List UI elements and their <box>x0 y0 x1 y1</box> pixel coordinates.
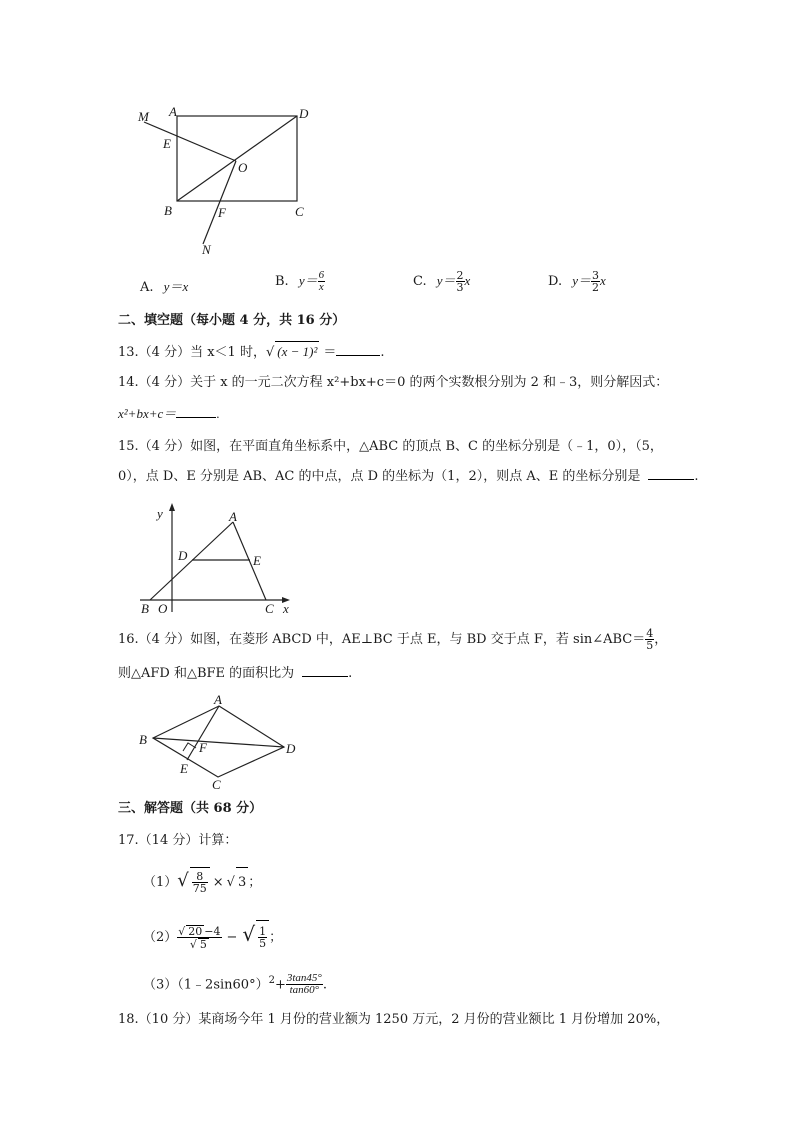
label-a: A <box>169 104 177 119</box>
label-c: C <box>265 601 274 616</box>
radical-sign-icon: √ <box>265 345 275 360</box>
segment-on <box>203 161 236 244</box>
q17-p1-den: 75 <box>192 882 207 895</box>
figure-coordinate-triangle <box>135 500 305 620</box>
label-b: B <box>139 732 147 747</box>
question-14-line-2 <box>118 404 220 424</box>
section-3-title: 三、解答题（共 68 分） <box>118 801 263 816</box>
q16-answer-blank[interactable] <box>302 676 348 677</box>
figure-rhombus <box>135 690 305 795</box>
label-n: N <box>202 242 211 257</box>
question-18: 18.（10 分）某商场今年 1 月份的营业额为 1250 万元，2 月份的营业额比 1 月份增加 20%， <box>118 1012 670 1027</box>
q16-end: . <box>348 666 353 681</box>
q13-equals: ＝ <box>323 345 337 360</box>
option-c <box>413 270 470 293</box>
option-c-post: x <box>464 273 471 288</box>
option-a-key: A. <box>140 280 154 295</box>
q13-end: . <box>380 345 385 360</box>
q17-part-2 <box>143 917 282 955</box>
q14-end: . <box>216 406 220 421</box>
q17-p1-rad: 3 <box>236 867 248 898</box>
q17-p2-radicand <box>256 920 269 955</box>
option-c-fraction <box>456 270 465 293</box>
q16-text: 16.（4 分）如图，在菱形 ABCD 中，AE⊥BC 于点 E，与 BD 交于点 F，若 sin∠ABC＝ <box>118 632 646 647</box>
q17-p3-plus: + <box>274 977 286 993</box>
radical-sign-icon: √ <box>242 922 256 946</box>
option-d-fraction <box>591 270 600 293</box>
segment-bd <box>177 116 297 201</box>
q13-radicand: (x − 1)² <box>275 341 319 362</box>
question-15-line-2 <box>118 467 699 487</box>
option-b-pre: y＝ <box>298 273 318 288</box>
q17-p3-sup: 2 <box>268 975 275 986</box>
label-a: A <box>229 509 237 524</box>
q17-p3-paren: （1﹣2sin60°） <box>177 977 269 993</box>
q14-expression: x²+bx+c＝ <box>118 406 177 421</box>
radical-sign-icon: √ <box>177 870 189 891</box>
label-o: O <box>238 160 248 175</box>
segment-mo <box>144 122 236 161</box>
segment-ba <box>150 522 233 600</box>
option-d-post: x <box>600 273 606 288</box>
label-m: M <box>138 109 149 124</box>
label-d: D <box>178 548 188 563</box>
option-d-den: 2 <box>592 281 600 294</box>
label-c: C <box>212 777 221 792</box>
segment-ac <box>233 522 266 600</box>
label-e: E <box>163 136 171 151</box>
q16-comma: ， <box>654 632 668 647</box>
label-a: A <box>214 692 222 707</box>
label-y: y <box>157 506 163 521</box>
q17-p2-den-rad: 5 <box>199 938 207 951</box>
q17-p3-fraction <box>286 973 323 996</box>
q13-answer-blank[interactable] <box>336 355 380 356</box>
q15-end: . <box>694 469 699 484</box>
radical-sign-icon: √ <box>178 925 186 938</box>
q17-p3-den: tan60° <box>289 984 320 997</box>
option-c-num: 2 <box>456 269 464 282</box>
option-d-num: 3 <box>592 269 600 282</box>
q17-p2-num2: 1 <box>259 925 267 938</box>
figure-rectangle-mn <box>130 100 330 260</box>
rhombus-abcd <box>153 706 284 777</box>
option-b <box>275 270 325 293</box>
option-c-pre: y＝ <box>436 273 456 288</box>
q17-p3-end: . <box>322 977 327 993</box>
label-f: F <box>218 205 226 220</box>
q16-den: 5 <box>646 639 654 652</box>
option-d-pre: y＝ <box>572 273 592 288</box>
option-a <box>140 276 188 295</box>
label-f: F <box>199 740 207 755</box>
q17-part-3 <box>143 966 327 1000</box>
q14-answer-blank[interactable] <box>176 417 216 418</box>
segment-bd <box>153 738 284 747</box>
q15-text: 0），点 D、E 分别是 AB、AC 的中点，点 D 的坐标为（1，2），则点 A、E 的坐标分别是 <box>118 469 641 484</box>
question-13 <box>118 341 385 363</box>
q17-p2-num-tail: −4 <box>204 925 221 938</box>
option-d-key: D. <box>548 274 563 289</box>
q16-fraction <box>645 628 654 651</box>
q16-line-2-text: 则△AFD 和△BFE 的面积比为 <box>118 666 295 681</box>
label-e: E <box>253 553 261 568</box>
label-b: B <box>141 601 149 616</box>
q17-p1-radicand <box>190 867 210 898</box>
q15-answer-blank[interactable] <box>648 479 694 480</box>
q17-p2-label: （2） <box>143 930 178 945</box>
q17-p2-end: ； <box>269 930 283 945</box>
label-e: E <box>180 761 188 776</box>
label-o: O <box>158 601 168 616</box>
q17-p2-minus: − <box>226 930 238 945</box>
right-angle-mark-icon <box>183 743 196 751</box>
q17-p1-label: （1） <box>143 875 178 890</box>
y-axis-arrow-icon <box>169 503 175 511</box>
radical-sign-icon: √ <box>189 938 197 951</box>
option-a-text: y＝x <box>163 279 189 294</box>
q17-p1-times: × <box>212 875 224 890</box>
q17-p1-num: 8 <box>192 871 208 883</box>
option-c-key: C. <box>413 274 427 289</box>
option-b-fraction <box>318 270 326 293</box>
q17-p2-num-rad: 20 <box>188 925 203 938</box>
question-16-line-2 <box>118 664 352 684</box>
label-d: D <box>299 106 309 121</box>
q17-p1-end: ； <box>248 875 262 890</box>
option-b-num: 6 <box>318 269 325 281</box>
option-b-den: x <box>318 281 324 293</box>
question-16-line-1 <box>118 628 667 651</box>
q16-num: 4 <box>646 627 654 640</box>
label-d: D <box>286 741 296 756</box>
label-b: B <box>164 203 172 218</box>
q17-p3-num: 3tan45° <box>286 972 322 985</box>
label-x: x <box>283 601 289 616</box>
question-15-line-1: 15.（4 分）如图，在平面直角坐标系中，△ABC 的顶点 B、C 的坐标分别是（﹣1，0），（5， <box>118 439 663 454</box>
q17-part-1 <box>143 866 261 898</box>
q17-p2-fraction <box>177 925 221 950</box>
q17-p3-label: （3） <box>143 977 178 993</box>
q13-prefix: 13.（4 分）当 x＜1 时， <box>118 345 266 360</box>
radical-sign-icon: √ <box>226 875 235 890</box>
option-b-key: B. <box>275 274 289 289</box>
section-2-title: 二、填空题（每小题 4 分，共 16 分） <box>118 313 346 328</box>
q17-p2-den2: 5 <box>259 937 267 950</box>
question-17-stem: 17.（14 分）计算： <box>118 833 238 848</box>
label-c: C <box>295 204 304 219</box>
option-c-den: 3 <box>456 281 464 294</box>
option-d <box>548 270 606 293</box>
question-14-line-1: 14.（4 分）关于 x 的一元二次方程 x²+bx+c＝0 的两个实数根分别为 2 和﹣3，则分解因式： <box>118 375 669 390</box>
